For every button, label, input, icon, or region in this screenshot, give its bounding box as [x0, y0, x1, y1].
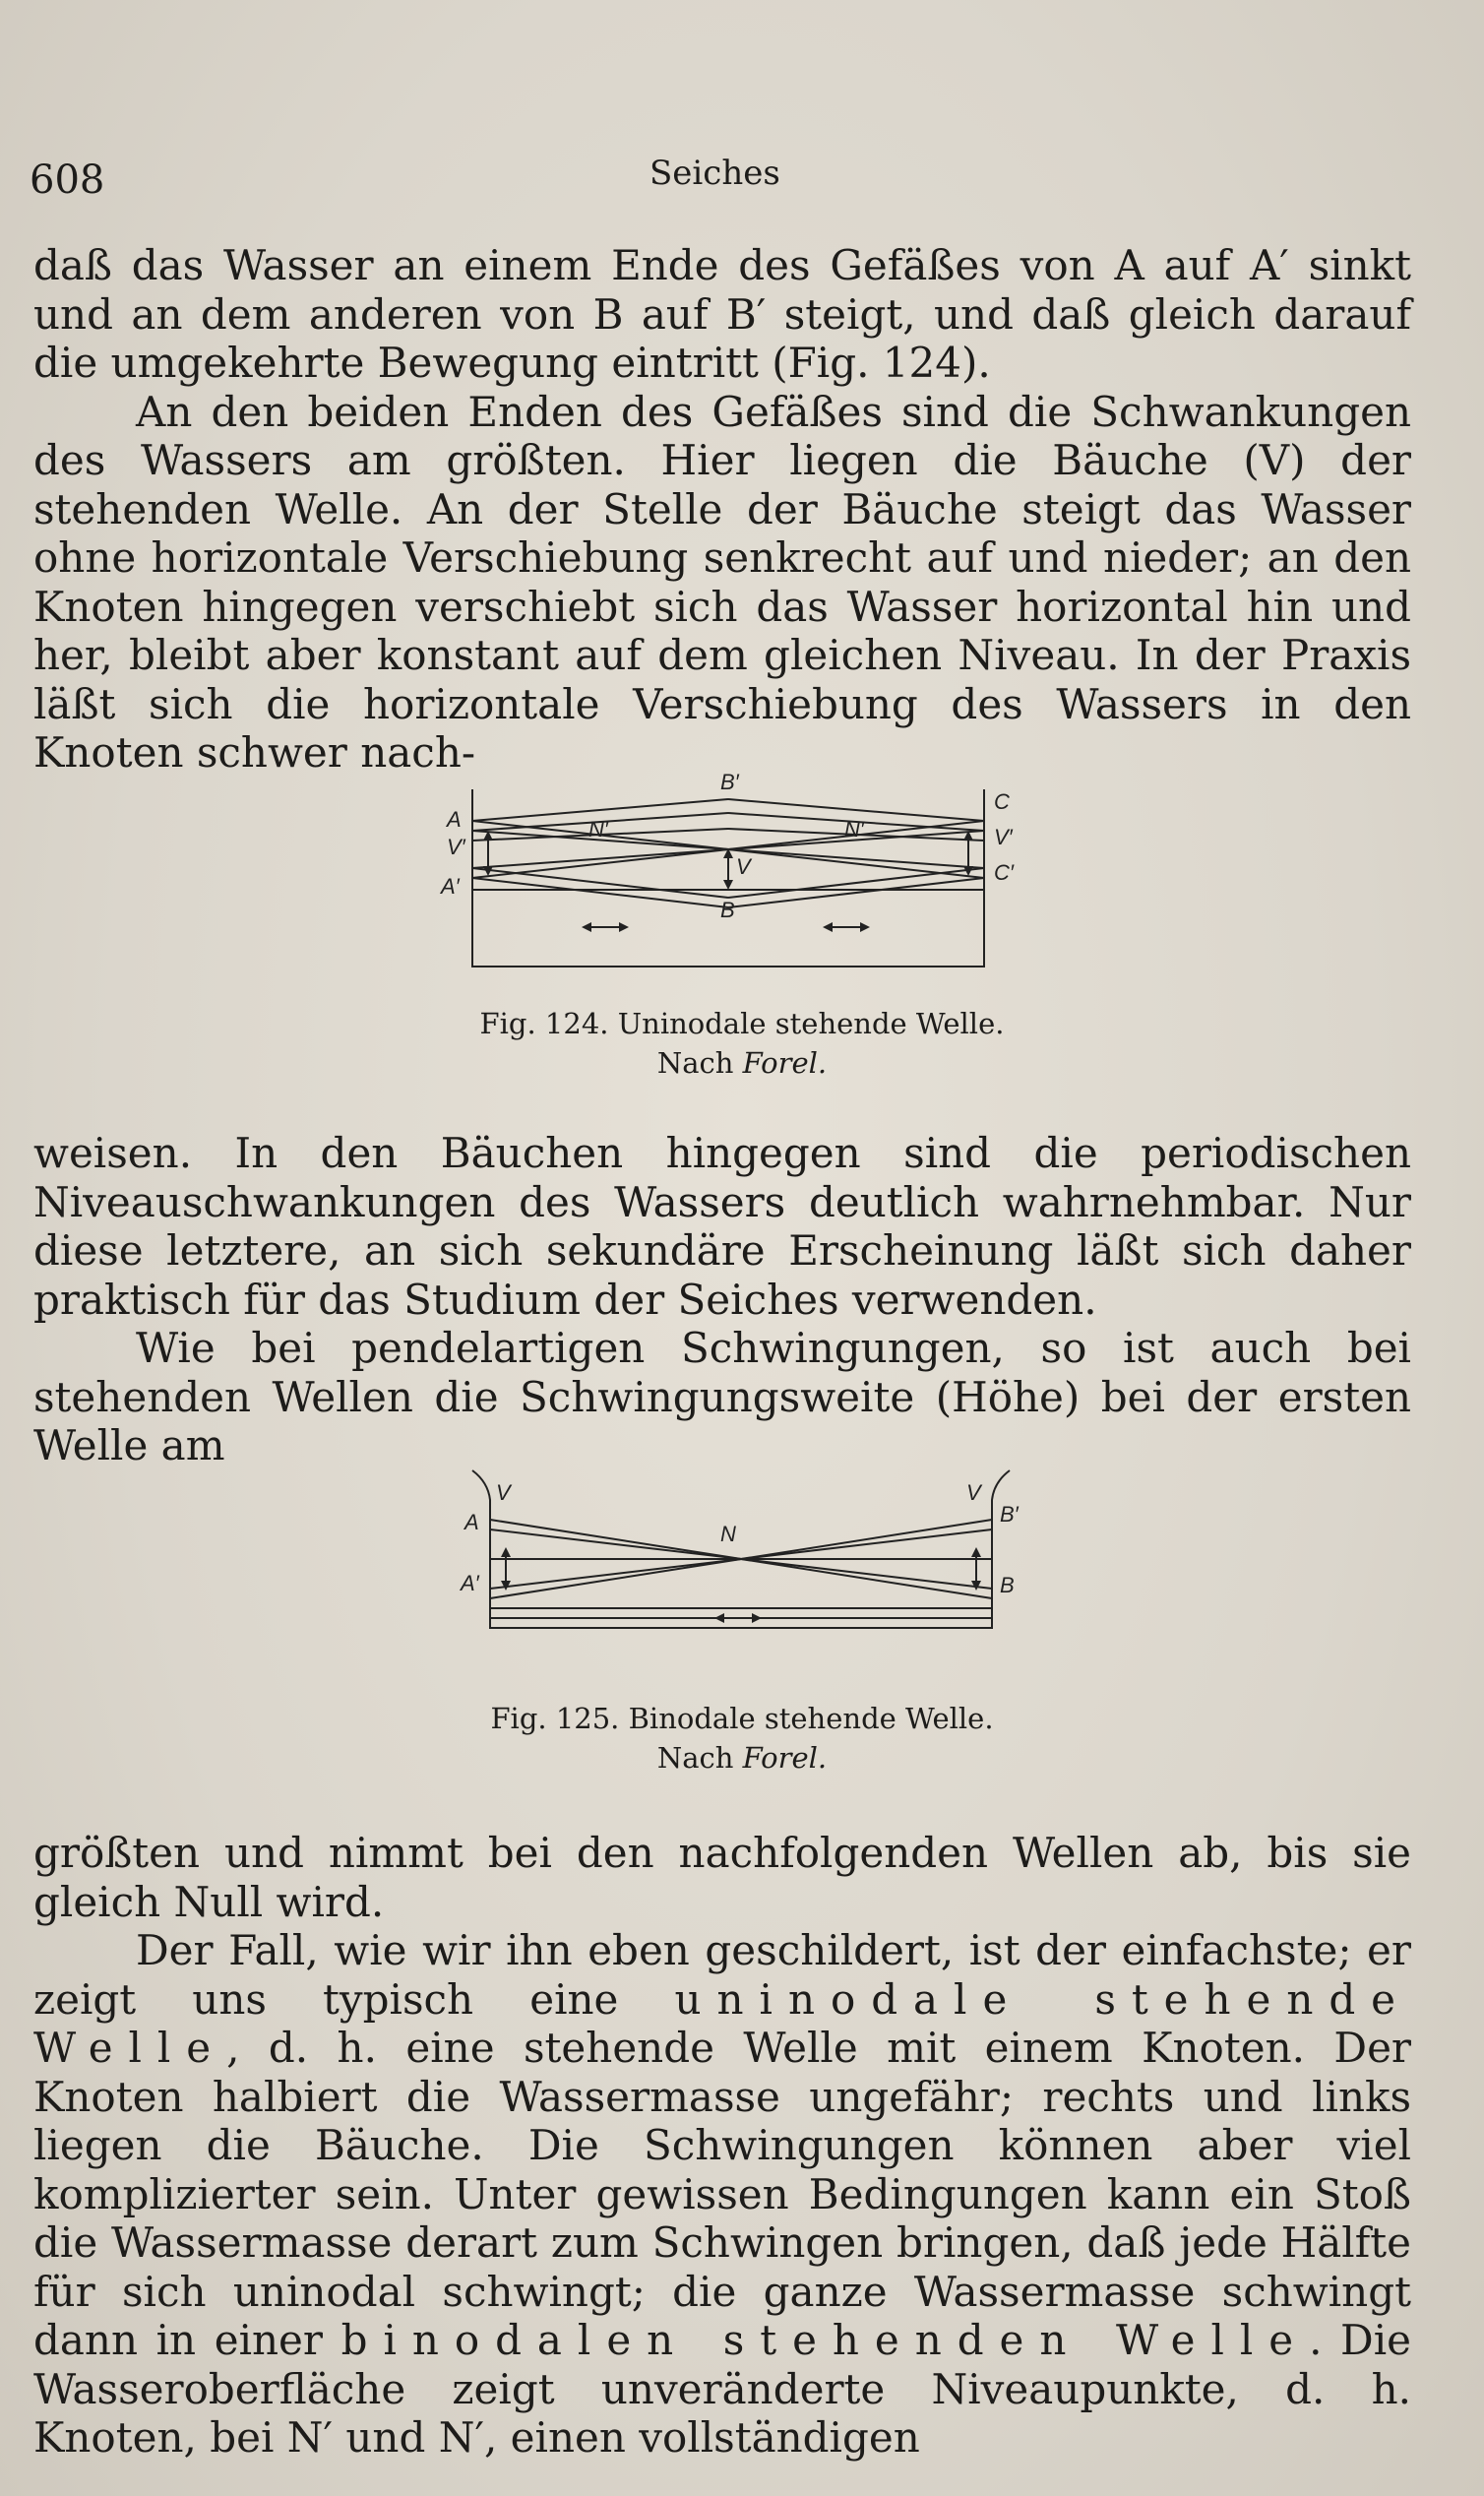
fig124-label-V-right: V′	[994, 825, 1013, 849]
fig125-credit-prefix: Nach	[656, 1741, 743, 1775]
fig125-label-A-prime: A′	[461, 1571, 479, 1595]
figure-124-diagram	[433, 770, 1043, 976]
fig124-label-C: C	[994, 789, 1010, 814]
fig124-label-B: B	[720, 898, 735, 922]
fig124-caption-credit	[0, 1043, 1484, 1083]
paragraph-3: weisen. In den Bäuchen hingegen sind die periodischen Niveauschwankungen des Wassers deutlich wahrnehmbar. Nur diese letztere, an sich sekundäre Erscheinung läßt sich daher praktisch für das Studium der Seiches verwenden.	[33, 1129, 1411, 1324]
fig124-label-V-center: V	[736, 854, 751, 879]
fig124-credit-author: Forel.	[742, 1046, 828, 1080]
figure-125-caption	[0, 1699, 1484, 1778]
fig125-caption-credit	[0, 1738, 1484, 1778]
paragraph-2: An den beiden Enden des Gefäßes sind die Schwankungen des Wassers am größten. Hier liegen die Bäuche (V) der stehenden Welle. An der Stelle der Bäuche steigt das Wasser ohne horizontale Verschiebung senkrecht auf und nieder; an den Knoten hingegen verschiebt sich das Wasser horizontal hin und her, bleibt aber konstant auf dem gleichen Niveau. In der Praxis läßt sich die horizontale Verschiebung des Wassers in den Knoten schwer nach-	[33, 387, 1411, 777]
paragraph-6	[33, 1926, 1411, 2463]
text-block-top	[33, 241, 1411, 778]
paragraph-5: größten und nimmt bei den nachfolgenden Wellen ab, bis sie gleich Null wird.	[33, 1829, 1411, 1926]
fig125-credit-author: Forel.	[742, 1741, 828, 1775]
fig125-label-V-right: V	[966, 1480, 981, 1505]
fig125-caption-title: Fig. 125. Binodale stehende Welle.	[490, 1702, 994, 1735]
fig125-label-A: A	[464, 1510, 479, 1534]
fig124-label-B-prime: B′	[720, 770, 739, 794]
fig125-label-N: N	[720, 1522, 736, 1546]
fig124-label-A: A	[447, 807, 462, 832]
fig125-label-B: B	[1000, 1573, 1015, 1597]
figure-124-caption	[0, 1004, 1484, 1083]
fig124-label-A-prime: A′	[441, 874, 460, 899]
fig124-label-C-prime: C′	[994, 860, 1015, 885]
fig125-label-V-left: V	[496, 1480, 511, 1505]
text-block-bottom	[33, 1829, 1411, 2463]
paragraph-1: daß das Wasser an einem Ende des Gefäßes von A auf A′ sinkt und an dem anderen von B auf B′ steigt, und daß gleich darauf die umgekehrte Bewegung eintritt (Fig. 124).	[33, 241, 1411, 387]
paragraph-6-part-a: Der Fall, wie wir ihn eben geschildert, ist der einfachste; er zeigt uns typisch eine	[33, 1926, 1411, 2024]
fig124-label-V-left: V′	[447, 835, 465, 859]
term-binodal: binodalen stehenden Welle	[340, 2316, 1310, 2364]
fig124-caption-title: Fig. 124. Uninodale stehende Welle.	[479, 1007, 1005, 1040]
running-head: Seiches	[649, 154, 780, 193]
fig124-label-N-left: N′	[588, 817, 609, 842]
fig124-label-N-right: N′	[844, 817, 865, 842]
paragraph-4: Wie bei pendelartigen Schwingungen, so ist auch bei stehenden Wellen die Schwingungsweite (Höhe) bei der ersten Welle am	[33, 1324, 1411, 1469]
term-uninodal: uninodale stehende Welle	[33, 1974, 1411, 2072]
paragraph-6-part-c: . Die Wasseroberfläche zeigt unveränderte Niveaupunkte, d. h. Knoten, bei N′ und N′, einen vollständigen	[33, 2316, 1411, 2462]
figure-125-diagram	[453, 1470, 1033, 1667]
page-header	[30, 154, 1454, 207]
fig125-label-B-prime: B′	[1000, 1502, 1019, 1527]
paragraph-6-part-b: , d. h. eine stehende Welle mit einem Knoten. Der Knoten halbiert die Wassermasse ungefähr; rechts und links liegen die Bäuche. Die Schwingungen können aber viel komplizierter sein. Unter gewissen Bedingungen kann ein Stoß die Wassermasse derart zum Schwingen bringen, daß jede Hälfte für sich uninodal schwingt; die ganze Wassermasse schwingt dann in einer	[33, 2024, 1411, 2364]
fig124-credit-prefix: Nach	[656, 1046, 743, 1080]
page-number: 608	[30, 157, 105, 203]
text-block-middle	[33, 1129, 1411, 1470]
